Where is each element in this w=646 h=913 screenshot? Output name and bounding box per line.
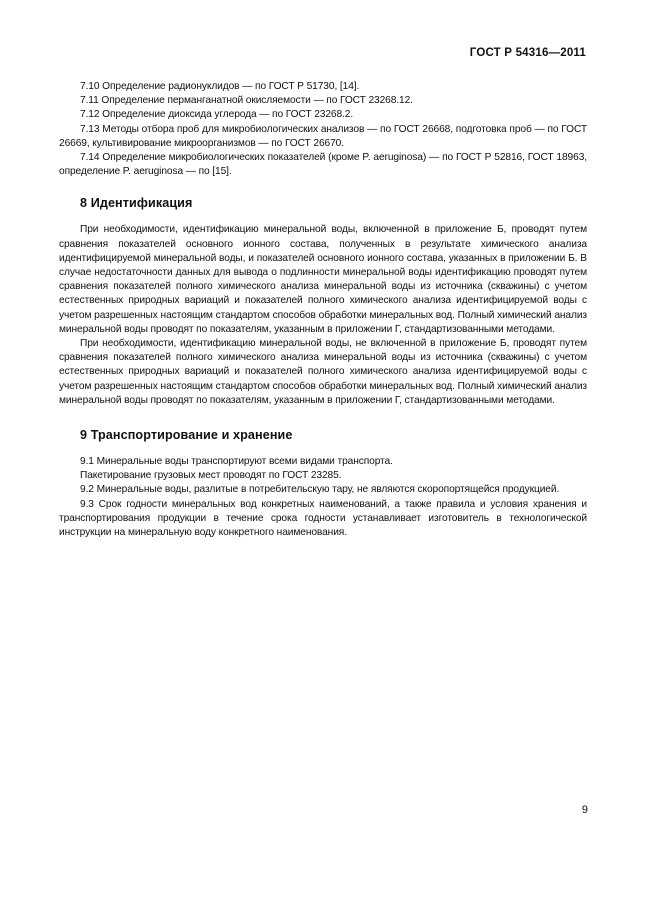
section-8-paragraph: При необходимости, идентификацию минеральной воды, не включенной в приложение Б, проводят путем сравнения показателей полного химического анализа минеральной воды из источника (скважины) с учетом естественных природных вариаций и показателей полного химического анализа идентифицируемой воды с учетом разрешенных настоящим стандартом способов обработки минеральных вод. Полный химический анализ минеральной воды проводят по показателям, указанным в приложении Г, стандартизованными методами. — [59, 338, 587, 406]
section-9-heading: 9 Транспортирование и хранение — [80, 428, 293, 443]
section-8-heading: 8 Идентификация — [80, 196, 193, 211]
section-9-packaging: Пакетирование грузовых мест проводят по ГОСТ 23285. — [80, 470, 342, 482]
list-item-7-11: 7.11 Определение перманганатной окисляемости — по ГОСТ 23268.12. — [80, 95, 413, 107]
standard-header: ГОСТ Р 54316—2011 — [469, 47, 586, 59]
section-8-paragraph: При необходимости, идентификацию минеральной воды, включенной в приложение Б, проводят путем сравнения показателей основного ионного состава, полученных в результате химического анализа идентифицируемой минеральной воды, и показателей основного ионного состава, указанных в приложении Б. В случае недостаточности данных для вывода о подлинности минеральной воды идентификацию проводят путем сравнения показателей полного химического анализа минеральной воды из источника (скважины) с учетом естественных природных вариаций и показателей полного химического анализа идентифицируемой воды с учетом разрешенных настоящим стандартом способов обработки минеральных вод. Полный химический анализ минеральной воды проводят по показателям, указанным в приложении Г, стандартизованными методами. — [59, 224, 587, 335]
section-9-item-9-2: 9.2 Минеральные воды, разлитые в потребительскую тару, не являются скоропортящейся продукцией. — [80, 484, 560, 496]
section-9-item-9-1: 9.1 Минеральные воды транспортируют всеми видами транспорта. — [80, 456, 393, 468]
list-item-7-12: 7.12 Определение диоксида углерода — по ГОСТ 23268.2. — [80, 109, 354, 121]
section-9-item-9-3: 9.3 Срок годности минеральных вод конкретных наименований, а также правила и условия хранения и транспортирования продукции в течение срока годности устанавливает изготовитель в технологической инструкции на минеральную воду конкретного наименования. — [59, 498, 587, 539]
page-number: 9 — [581, 804, 588, 816]
list-item-7-10: 7.10 Определение радионуклидов — по ГОСТ Р 51730, [14]. — [80, 81, 360, 92]
list-item-7-13: 7.13 Методы отбора проб для микробиологических анализов — по ГОСТ 26668, подготовка проб — по ГОСТ 26669, культивирование микроорганизмов — по ГОСТ 26670. — [59, 123, 587, 149]
list-item-7-14: 7.14 Определение микробиологических показателей (кроме P. aeruginosa) — по ГОСТ Р 52816, ГОСТ 18963, определение P. aeruginosa — по [15]. — [59, 152, 587, 178]
page-content — [59, 80, 587, 540]
